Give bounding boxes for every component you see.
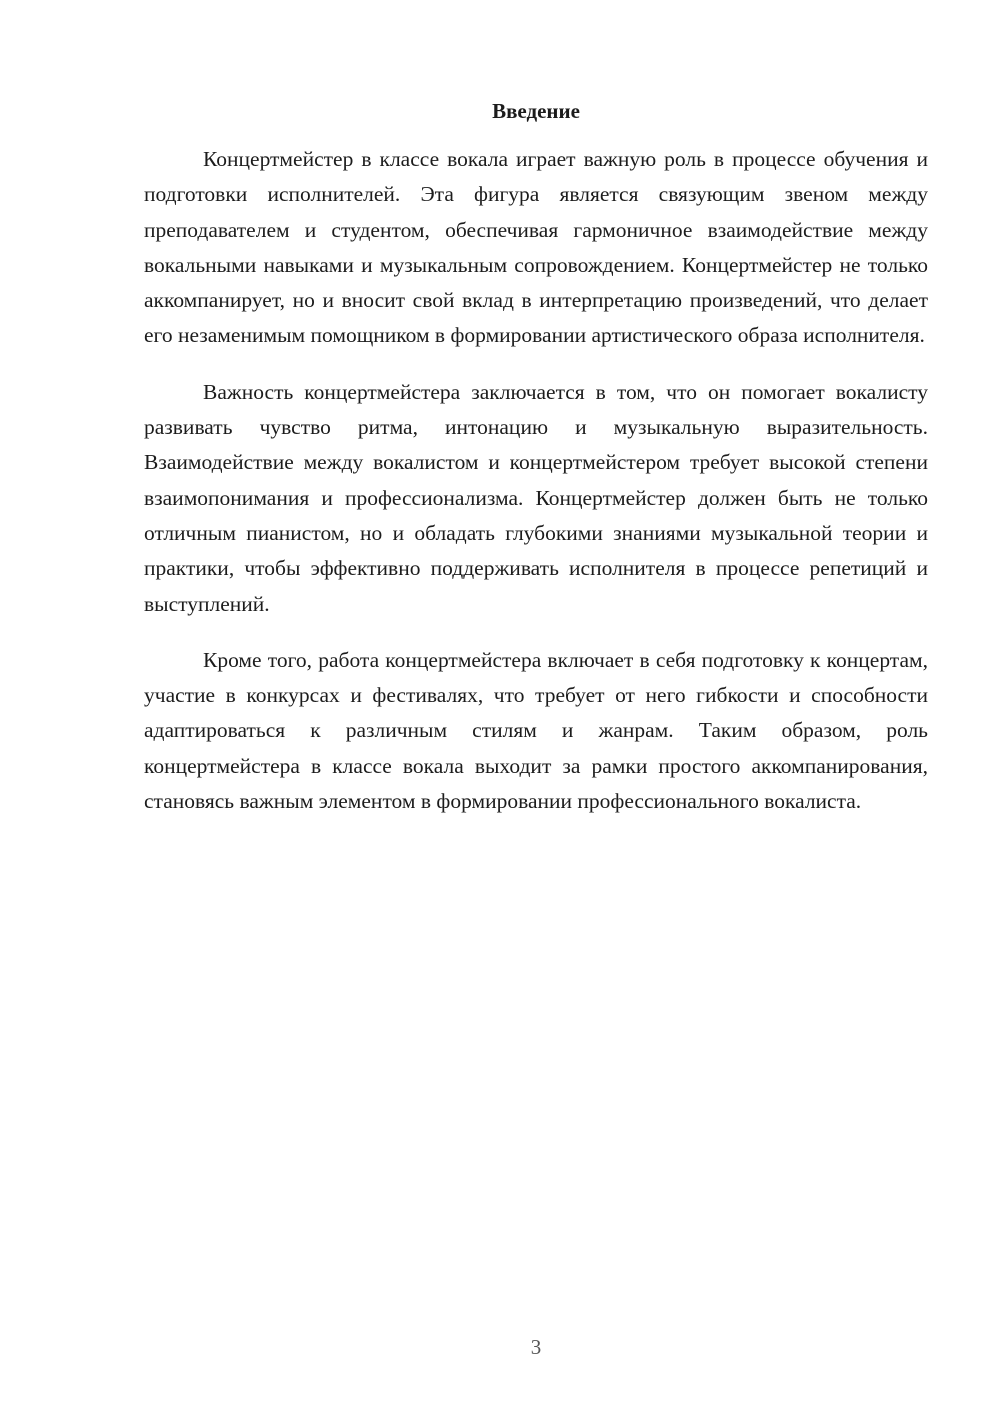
page-title: Введение bbox=[492, 99, 580, 123]
paragraph-2: Важность концертмейстера заключается в том, что он помогает вокалисту развивать чувство ритма, интонацию и музыкальную выразительность. Взаимодействие между вокалистом и концертмейстером требует высокой степени взаимопонимания и профессионализма. Концертмейстер должен быть не только отличным пианистом, но и обладать глубокими знаниями музыкальной теории и практики, чтобы эффективно поддерживать исполнителя в процессе репетиций и выступлений. bbox=[144, 379, 928, 616]
paragraph-1: Концертмейстер в классе вокала играет важную роль в процессе обучения и подготовки исполнителей. Эта фигура является связующим звеном между преподавателем и студентом, обеспечивая гармоничное взаимодействие между вокальными навыками и музыкальным сопровождением. Концертмейстер не только аккомпанирует, но и вносит свой вклад в интерпретацию произведений, что делает его незаменимым помощником в формировании артистического образа исполнителя. bbox=[144, 147, 928, 348]
paragraph-3: Кроме того, работа концертмейстера включает в себя подготовку к концертам, участие в конкурсах и фестивалях, что требует от него гибкости и способности адаптироваться к различным стилям и жанрам. Таким образом, роль концертмейстера в классе вокала выходит за рамки простого аккомпанирования, становясь важным элементом в формировании профессионального вокалиста. bbox=[144, 647, 928, 814]
document-body bbox=[144, 142, 928, 840]
page-number: 3 bbox=[530, 1335, 542, 1359]
